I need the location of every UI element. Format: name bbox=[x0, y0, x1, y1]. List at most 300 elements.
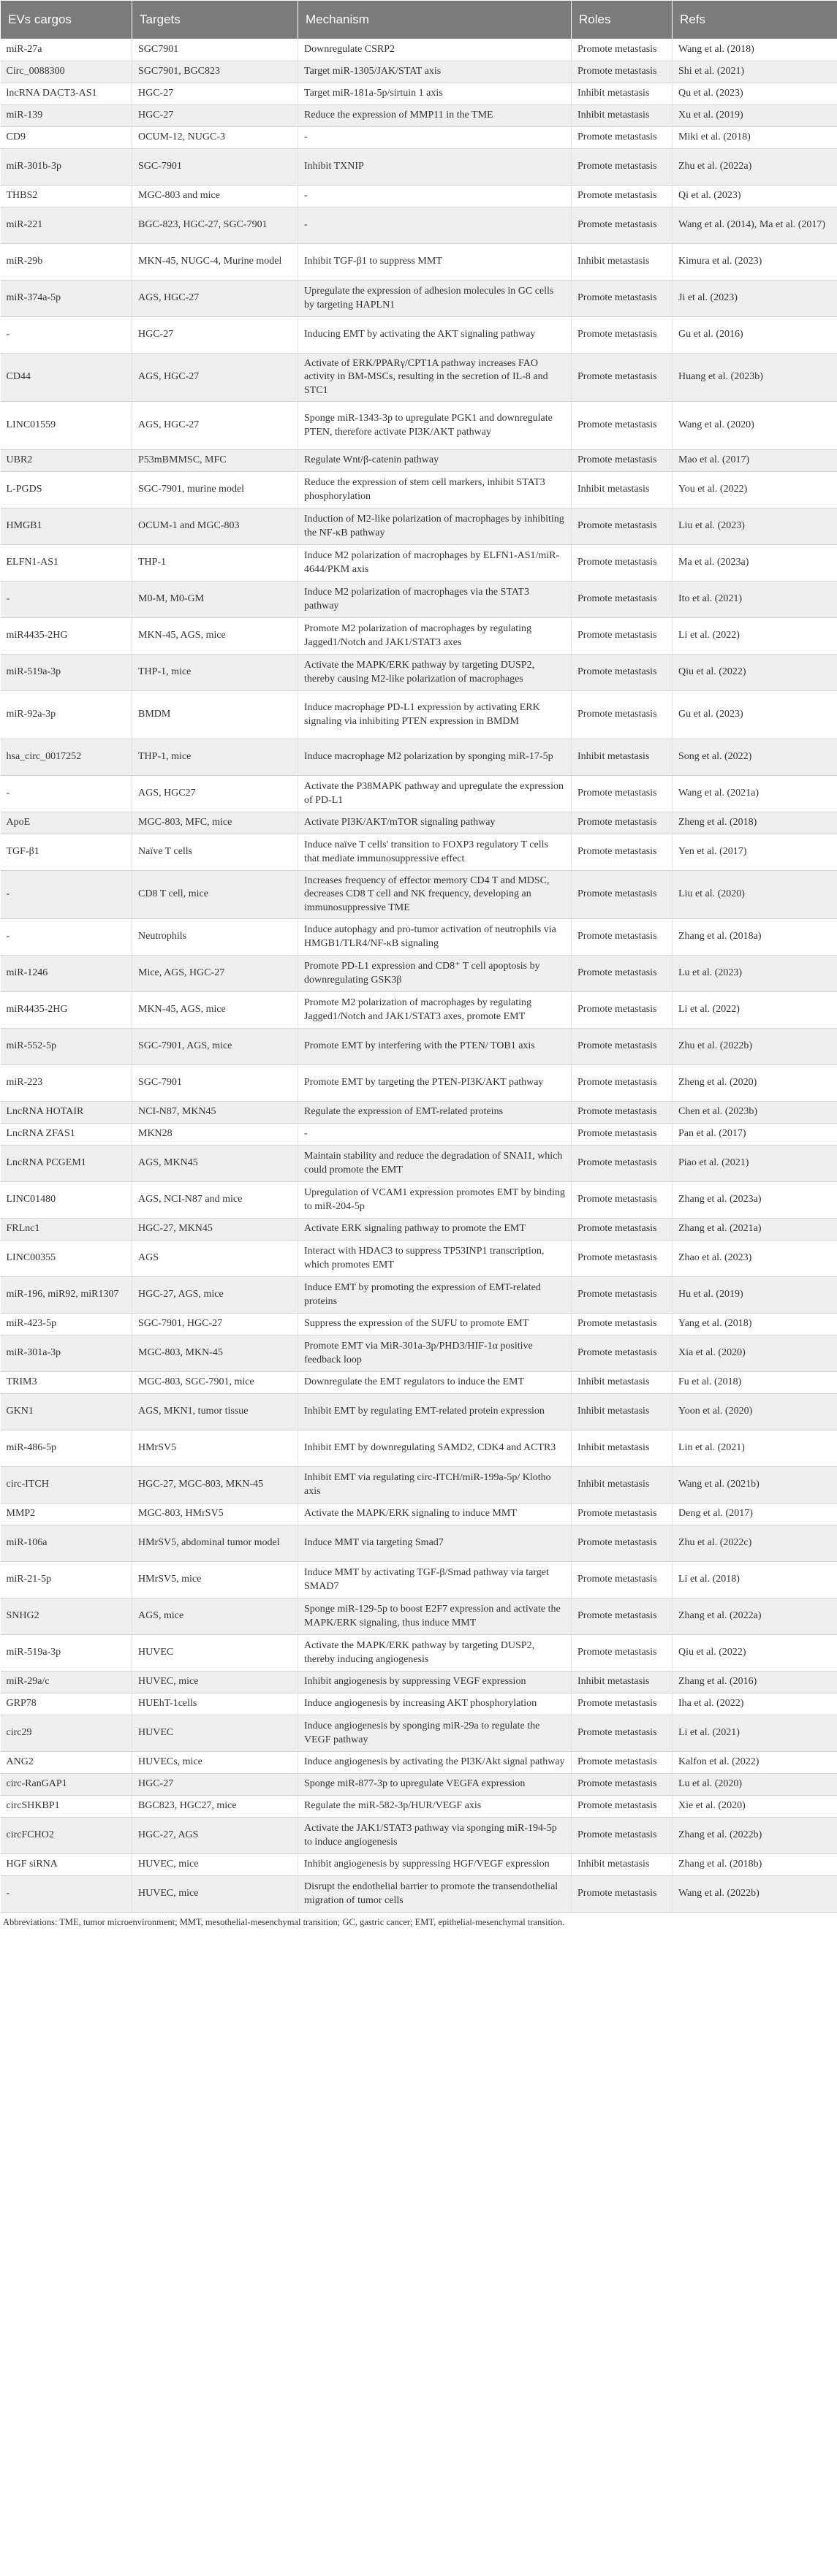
mechanism-cell: Inducing EMT by activating the AKT signaling pathway bbox=[298, 317, 572, 354]
cargo-cell: miR-29a/c bbox=[1, 1672, 132, 1693]
ref-cell: Li et al. (2018) bbox=[673, 1562, 837, 1598]
role-cell: Promote metastasis bbox=[572, 1693, 673, 1715]
targets-cell: HGC-27 bbox=[132, 83, 298, 105]
mechanism-cell: Activate PI3K/AKT/mTOR signaling pathway bbox=[298, 812, 572, 834]
targets-cell: OCUM-12, NUGC-3 bbox=[132, 127, 298, 149]
ref-cell: Lu et al. (2023) bbox=[673, 956, 837, 992]
table-row bbox=[1, 992, 837, 1029]
role-cell: Promote metastasis bbox=[572, 545, 673, 582]
targets-cell: HGC-27, MGC-803, MKN-45 bbox=[132, 1467, 298, 1504]
role-cell: Promote metastasis bbox=[572, 149, 673, 186]
role-cell: Inhibit metastasis bbox=[572, 472, 673, 508]
role-cell: Inhibit metastasis bbox=[572, 739, 673, 776]
header-roles: Roles bbox=[572, 1, 673, 39]
cargo-cell: miR-519a-3p bbox=[1, 1635, 132, 1672]
role-cell: Promote metastasis bbox=[572, 919, 673, 956]
table-row bbox=[1, 1818, 837, 1854]
cargo-cell: miR-223 bbox=[1, 1065, 132, 1102]
role-cell: Promote metastasis bbox=[572, 1277, 673, 1314]
cargo-cell: - bbox=[1, 317, 132, 354]
targets-cell: HGC-27 bbox=[132, 1774, 298, 1796]
role-cell: Inhibit metastasis bbox=[572, 105, 673, 127]
table-row bbox=[1, 739, 837, 776]
table-row bbox=[1, 1241, 837, 1277]
table-row bbox=[1, 1314, 837, 1335]
targets-cell: SGC-7901, HGC-27 bbox=[132, 1314, 298, 1335]
role-cell: Promote metastasis bbox=[572, 618, 673, 655]
ref-cell: Huang et al. (2023b) bbox=[673, 354, 837, 402]
mechanism-cell: Inhibit angiogenesis by suppressing VEGF expression bbox=[298, 1672, 572, 1693]
ref-cell: Zhang et al. (2022b) bbox=[673, 1818, 837, 1854]
targets-cell: SGC-7901, murine model bbox=[132, 472, 298, 508]
table-row bbox=[1, 691, 837, 739]
cargo-cell: miR-27a bbox=[1, 39, 132, 61]
ref-cell: Zhang et al. (2022a) bbox=[673, 1598, 837, 1635]
targets-cell: AGS, MKN45 bbox=[132, 1146, 298, 1182]
mechanism-cell: Suppress the expression of the SUFU to promote EMT bbox=[298, 1314, 572, 1335]
targets-cell: HUVECs, mice bbox=[132, 1752, 298, 1774]
mechanism-cell: Induce angiogenesis by increasing AKT phosphorylation bbox=[298, 1693, 572, 1715]
cargo-cell: - bbox=[1, 871, 132, 919]
targets-cell: THP-1, mice bbox=[132, 655, 298, 691]
cargo-cell: miR-1246 bbox=[1, 956, 132, 992]
table-row bbox=[1, 1854, 837, 1876]
mechanism-cell: - bbox=[298, 186, 572, 207]
role-cell: Promote metastasis bbox=[572, 992, 673, 1029]
cargo-cell: CD44 bbox=[1, 354, 132, 402]
cargo-cell: miR-552-5p bbox=[1, 1029, 132, 1065]
table-row bbox=[1, 1562, 837, 1598]
mechanism-cell: Induce macrophage PD-L1 expression by activating ERK signaling via inhibiting PTEN expression in BMDM bbox=[298, 691, 572, 739]
mechanism-cell: Induce angiogenesis by sponging miR-29a to regulate the VEGF pathway bbox=[298, 1715, 572, 1752]
cargo-cell: THBS2 bbox=[1, 186, 132, 207]
role-cell: Promote metastasis bbox=[572, 39, 673, 61]
ref-cell: Li et al. (2021) bbox=[673, 1715, 837, 1752]
ref-cell: Zhang et al. (2018b) bbox=[673, 1854, 837, 1876]
targets-cell: AGS bbox=[132, 1241, 298, 1277]
ref-cell: Wang et al. (2022b) bbox=[673, 1876, 837, 1913]
cargo-cell: miR-139 bbox=[1, 105, 132, 127]
ref-cell: Zhao et al. (2023) bbox=[673, 1241, 837, 1277]
cargo-cell: HMGB1 bbox=[1, 508, 132, 545]
cargo-cell: LINC00355 bbox=[1, 1241, 132, 1277]
mechanism-cell: Reduce the expression of stem cell markers, inhibit STAT3 phosphorylation bbox=[298, 472, 572, 508]
table-row bbox=[1, 1672, 837, 1693]
ref-cell: Li et al. (2022) bbox=[673, 992, 837, 1029]
cargo-cell: - bbox=[1, 1876, 132, 1913]
cargo-cell: miR-423-5p bbox=[1, 1314, 132, 1335]
table-row bbox=[1, 508, 837, 545]
cargo-cell: Circ_0088300 bbox=[1, 61, 132, 83]
ref-cell: Hu et al. (2019) bbox=[673, 1277, 837, 1314]
targets-cell: MKN-45, AGS, mice bbox=[132, 618, 298, 655]
targets-cell: P53mBMMSC, MFC bbox=[132, 450, 298, 472]
role-cell: Inhibit metastasis bbox=[572, 244, 673, 281]
mechanism-cell: Induce naïve T cells' transition to FOXP3 regulatory T cells that mediate immunosuppressive effect bbox=[298, 834, 572, 871]
cargo-cell: miR-29b bbox=[1, 244, 132, 281]
targets-cell: AGS, HGC-27 bbox=[132, 402, 298, 450]
ref-cell: Chen et al. (2023b) bbox=[673, 1102, 837, 1124]
ref-cell: Liu et al. (2023) bbox=[673, 508, 837, 545]
cargo-cell: GRP78 bbox=[1, 1693, 132, 1715]
ref-cell: Zhang et al. (2021a) bbox=[673, 1219, 837, 1241]
cargo-cell: LncRNA PCGEM1 bbox=[1, 1146, 132, 1182]
table-row bbox=[1, 1182, 837, 1219]
mechanism-cell: Activate the JAK1/STAT3 pathway via sponging miR-194-5p to induce angiogenesis bbox=[298, 1818, 572, 1854]
role-cell: Promote metastasis bbox=[572, 186, 673, 207]
ref-cell: Zhang et al. (2018a) bbox=[673, 919, 837, 956]
targets-cell: HGC-27, AGS, mice bbox=[132, 1277, 298, 1314]
table-row bbox=[1, 127, 837, 149]
targets-cell: HMrSV5 bbox=[132, 1430, 298, 1467]
table-row bbox=[1, 1372, 837, 1394]
table-row bbox=[1, 1146, 837, 1182]
table-row bbox=[1, 1752, 837, 1774]
targets-cell: AGS, mice bbox=[132, 1598, 298, 1635]
role-cell: Promote metastasis bbox=[572, 1335, 673, 1372]
role-cell: Promote metastasis bbox=[572, 812, 673, 834]
mechanism-cell: Upregulation of VCAM1 expression promotes EMT by binding to miR-204-5p bbox=[298, 1182, 572, 1219]
targets-cell: AGS, MKN1, tumor tissue bbox=[132, 1394, 298, 1430]
table-row bbox=[1, 1124, 837, 1146]
mechanism-cell: Disrupt the endothelial barrier to promote the transendothelial migration of tumor cells bbox=[298, 1876, 572, 1913]
table-row bbox=[1, 207, 837, 244]
table-row bbox=[1, 1219, 837, 1241]
role-cell: Inhibit metastasis bbox=[572, 1854, 673, 1876]
table-row bbox=[1, 1635, 837, 1672]
targets-cell: M0-M, M0-GM bbox=[132, 582, 298, 618]
role-cell: Promote metastasis bbox=[572, 956, 673, 992]
mechanism-cell: Sponge miR-877-3p to upregulate VEGFA expression bbox=[298, 1774, 572, 1796]
mechanism-cell: Downregulate the EMT regulators to induce the EMT bbox=[298, 1372, 572, 1394]
targets-cell: HUVEC bbox=[132, 1715, 298, 1752]
role-cell: Promote metastasis bbox=[572, 508, 673, 545]
ref-cell: Piao et al. (2021) bbox=[673, 1146, 837, 1182]
cargo-cell: ANG2 bbox=[1, 1752, 132, 1774]
mechanism-cell: Promote PD-L1 expression and CD8⁺ T cell apoptosis by downregulating GSK3β bbox=[298, 956, 572, 992]
cargo-cell: - bbox=[1, 582, 132, 618]
ref-cell: Zhu et al. (2022b) bbox=[673, 1029, 837, 1065]
table-row bbox=[1, 956, 837, 992]
table-row bbox=[1, 1335, 837, 1372]
cargo-cell: lncRNA DACT3-AS1 bbox=[1, 83, 132, 105]
targets-cell: CD8 T cell, mice bbox=[132, 871, 298, 919]
ref-cell: Wang et al. (2021a) bbox=[673, 776, 837, 812]
table-row bbox=[1, 1598, 837, 1635]
mechanism-cell: Promote M2 polarization of macrophages by regulating Jagged1/Notch and JAK1/STAT3 axes, promote EMT bbox=[298, 992, 572, 1029]
header-refs: Refs bbox=[673, 1, 837, 39]
targets-cell: BGC823, HGC27, mice bbox=[132, 1796, 298, 1818]
mechanism-cell: Target miR-1305/JAK/STAT axis bbox=[298, 61, 572, 83]
role-cell: Promote metastasis bbox=[572, 1124, 673, 1146]
mechanism-cell: Inhibit EMT via regulating circ-ITCH/miR-199a-5p/ Klotho axis bbox=[298, 1467, 572, 1504]
targets-cell: SGC-7901 bbox=[132, 149, 298, 186]
role-cell: Promote metastasis bbox=[572, 61, 673, 83]
ref-cell: Lin et al. (2021) bbox=[673, 1430, 837, 1467]
targets-cell: MGC-803, MKN-45 bbox=[132, 1335, 298, 1372]
role-cell: Inhibit metastasis bbox=[572, 1430, 673, 1467]
cargo-cell: miR-301b-3p bbox=[1, 149, 132, 186]
header-mechanism: Mechanism bbox=[298, 1, 572, 39]
table-row bbox=[1, 149, 837, 186]
mechanism-cell: Inhibit EMT by regulating EMT-related protein expression bbox=[298, 1394, 572, 1430]
mechanism-cell: Regulate Wnt/β-catenin pathway bbox=[298, 450, 572, 472]
targets-cell: HUVEC, mice bbox=[132, 1876, 298, 1913]
targets-cell: NCI-N87, MKN45 bbox=[132, 1102, 298, 1124]
table-row bbox=[1, 402, 837, 450]
ref-cell: Liu et al. (2020) bbox=[673, 871, 837, 919]
ref-cell: Yen et al. (2017) bbox=[673, 834, 837, 871]
targets-cell: MGC-803, MFC, mice bbox=[132, 812, 298, 834]
mechanism-cell: - bbox=[298, 127, 572, 149]
role-cell: Promote metastasis bbox=[572, 1525, 673, 1562]
cargo-cell: circSHKBP1 bbox=[1, 1796, 132, 1818]
table-row bbox=[1, 1102, 837, 1124]
table-row bbox=[1, 39, 837, 61]
mechanism-cell: Promote EMT by interfering with the PTEN/ TOB1 axis bbox=[298, 1029, 572, 1065]
mechanism-cell: Inhibit TGF-β1 to suppress MMT bbox=[298, 244, 572, 281]
targets-cell: AGS, HGC-27 bbox=[132, 281, 298, 317]
role-cell: Promote metastasis bbox=[572, 1876, 673, 1913]
targets-cell: SGC7901, BGC823 bbox=[132, 61, 298, 83]
role-cell: Promote metastasis bbox=[572, 1029, 673, 1065]
ref-cell: Qi et al. (2023) bbox=[673, 186, 837, 207]
ref-cell: Qu et al. (2023) bbox=[673, 83, 837, 105]
ref-cell: Li et al. (2022) bbox=[673, 618, 837, 655]
targets-cell: HMrSV5, abdominal tumor model bbox=[132, 1525, 298, 1562]
role-cell: Promote metastasis bbox=[572, 691, 673, 739]
targets-cell: THP-1, mice bbox=[132, 739, 298, 776]
table-row bbox=[1, 186, 837, 207]
ref-cell: Ito et al. (2021) bbox=[673, 582, 837, 618]
targets-cell: AGS, NCI-N87 and mice bbox=[132, 1182, 298, 1219]
targets-cell: MKN28 bbox=[132, 1124, 298, 1146]
mechanism-cell: Activate the P38MAPK pathway and upregulate the expression of PD-L1 bbox=[298, 776, 572, 812]
ref-cell: Ji et al. (2023) bbox=[673, 281, 837, 317]
cargo-cell: FRLnc1 bbox=[1, 1219, 132, 1241]
role-cell: Inhibit metastasis bbox=[572, 83, 673, 105]
role-cell: Promote metastasis bbox=[572, 1504, 673, 1525]
mechanism-cell: Activate the MAPK/ERK pathway by targeting DUSP2, thereby inducing angiogenesis bbox=[298, 1635, 572, 1672]
targets-cell: HUVEC, mice bbox=[132, 1672, 298, 1693]
table-row bbox=[1, 545, 837, 582]
cargo-cell: LINC01559 bbox=[1, 402, 132, 450]
ref-cell: Kimura et al. (2023) bbox=[673, 244, 837, 281]
targets-cell: MKN-45, AGS, mice bbox=[132, 992, 298, 1029]
cargo-cell: miR-21-5p bbox=[1, 1562, 132, 1598]
cargo-cell: miR4435-2HG bbox=[1, 618, 132, 655]
targets-cell: HGC-27, MKN45 bbox=[132, 1219, 298, 1241]
role-cell: Promote metastasis bbox=[572, 1715, 673, 1752]
ref-cell: Zhang et al. (2023a) bbox=[673, 1182, 837, 1219]
mechanism-cell: Inhibit EMT by downregulating SAMD2, CDK4 and ACTR3 bbox=[298, 1430, 572, 1467]
cargo-cell: circFCHO2 bbox=[1, 1818, 132, 1854]
mechanism-cell: Target miR-181a-5p/sirtuin 1 axis bbox=[298, 83, 572, 105]
cargo-cell: ApoE bbox=[1, 812, 132, 834]
ref-cell: Miki et al. (2018) bbox=[673, 127, 837, 149]
targets-cell: BGC-823, HGC-27, SGC-7901 bbox=[132, 207, 298, 244]
cargo-cell: - bbox=[1, 919, 132, 956]
targets-cell: SGC-7901, AGS, mice bbox=[132, 1029, 298, 1065]
table-row bbox=[1, 1430, 837, 1467]
role-cell: Promote metastasis bbox=[572, 776, 673, 812]
table-row bbox=[1, 871, 837, 919]
role-cell: Promote metastasis bbox=[572, 1635, 673, 1672]
role-cell: Promote metastasis bbox=[572, 1065, 673, 1102]
mechanism-cell: Induce M2 polarization of macrophages by ELFN1-AS1/miR-4644/PKM axis bbox=[298, 545, 572, 582]
header-row bbox=[1, 1, 837, 39]
ref-cell: Wang et al. (2018) bbox=[673, 39, 837, 61]
targets-cell: MGC-803, HMrSV5 bbox=[132, 1504, 298, 1525]
role-cell: Promote metastasis bbox=[572, 317, 673, 354]
targets-cell: HUEhT-1cells bbox=[132, 1693, 298, 1715]
cargo-cell: miR4435-2HG bbox=[1, 992, 132, 1029]
targets-cell: Neutrophils bbox=[132, 919, 298, 956]
mechanism-cell: - bbox=[298, 207, 572, 244]
cargo-cell: ELFN1-AS1 bbox=[1, 545, 132, 582]
mechanism-cell: Increases frequency of effector memory CD4 T and MDSC, decreases CD8 T cell and NK frequency, developing an immunosuppressive TME bbox=[298, 871, 572, 919]
table-row bbox=[1, 1876, 837, 1913]
cargo-cell: L-PGDS bbox=[1, 472, 132, 508]
cargo-cell: circ29 bbox=[1, 1715, 132, 1752]
mechanism-cell: Downregulate CSRP2 bbox=[298, 39, 572, 61]
role-cell: Promote metastasis bbox=[572, 1796, 673, 1818]
role-cell: Promote metastasis bbox=[572, 1102, 673, 1124]
mechanism-cell: Induce macrophage M2 polarization by sponging miR-17-5p bbox=[298, 739, 572, 776]
role-cell: Inhibit metastasis bbox=[572, 1672, 673, 1693]
cargo-cell: hsa_circ_0017252 bbox=[1, 739, 132, 776]
ref-cell: Xia et al. (2020) bbox=[673, 1335, 837, 1372]
targets-cell: OCUM-1 and MGC-803 bbox=[132, 508, 298, 545]
ref-cell: Xu et al. (2019) bbox=[673, 105, 837, 127]
ref-cell: Ma et al. (2023a) bbox=[673, 545, 837, 582]
mechanism-cell: Promote M2 polarization of macrophages by regulating Jagged1/Notch and JAK1/STAT3 axes bbox=[298, 618, 572, 655]
cargo-cell: MMP2 bbox=[1, 1504, 132, 1525]
table-row bbox=[1, 1774, 837, 1796]
role-cell: Promote metastasis bbox=[572, 1774, 673, 1796]
cargo-cell: LncRNA HOTAIR bbox=[1, 1102, 132, 1124]
mechanism-cell: Sponge miR-129-5p to boost E2F7 expression and activate the MAPK/ERK signaling, thus induce MMT bbox=[298, 1598, 572, 1635]
ref-cell: Deng et al. (2017) bbox=[673, 1504, 837, 1525]
targets-cell: HUVEC, mice bbox=[132, 1854, 298, 1876]
role-cell: Promote metastasis bbox=[572, 1146, 673, 1182]
role-cell: Promote metastasis bbox=[572, 1818, 673, 1854]
table-row bbox=[1, 1504, 837, 1525]
targets-cell: THP-1 bbox=[132, 545, 298, 582]
ref-cell: Zhang et al. (2016) bbox=[673, 1672, 837, 1693]
cargo-cell: - bbox=[1, 776, 132, 812]
role-cell: Inhibit metastasis bbox=[572, 1372, 673, 1394]
table-row bbox=[1, 281, 837, 317]
cargo-cell: miR-92a-3p bbox=[1, 691, 132, 739]
cargo-cell: UBR2 bbox=[1, 450, 132, 472]
ref-cell: You et al. (2022) bbox=[673, 472, 837, 508]
role-cell: Promote metastasis bbox=[572, 127, 673, 149]
table-row bbox=[1, 618, 837, 655]
table-row bbox=[1, 919, 837, 956]
table-row bbox=[1, 1796, 837, 1818]
table-body bbox=[1, 39, 837, 1913]
cargo-cell: circ-RanGAP1 bbox=[1, 1774, 132, 1796]
mechanism-cell: Inhibit TXNIP bbox=[298, 149, 572, 186]
cargo-cell: miR-301a-3p bbox=[1, 1335, 132, 1372]
cargo-cell: SNHG2 bbox=[1, 1598, 132, 1635]
ref-cell: Qiu et al. (2022) bbox=[673, 1635, 837, 1672]
table-row bbox=[1, 354, 837, 402]
table-row bbox=[1, 1715, 837, 1752]
mechanism-cell: Interact with HDAC3 to suppress TP53INP1 transcription, which promotes EMT bbox=[298, 1241, 572, 1277]
ref-cell: Wang et al. (2014), Ma et al. (2017) bbox=[673, 207, 837, 244]
cargo-cell: TGF-β1 bbox=[1, 834, 132, 871]
mechanism-cell: Regulate the miR-582-3p/HUR/VEGF axis bbox=[298, 1796, 572, 1818]
role-cell: Promote metastasis bbox=[572, 1314, 673, 1335]
mechanism-cell: Activate of ERK/PPARγ/CPT1A pathway increases FAO activity in BM-MSCs, resulting in the secretion of IL-8 and STC1 bbox=[298, 354, 572, 402]
role-cell: Promote metastasis bbox=[572, 1182, 673, 1219]
table-row bbox=[1, 1065, 837, 1102]
cargo-cell: miR-221 bbox=[1, 207, 132, 244]
targets-cell: BMDM bbox=[132, 691, 298, 739]
role-cell: Promote metastasis bbox=[572, 1241, 673, 1277]
cargo-cell: miR-374a-5p bbox=[1, 281, 132, 317]
ref-cell: Gu et al. (2023) bbox=[673, 691, 837, 739]
header-targets: Targets bbox=[132, 1, 298, 39]
mechanism-cell: Induce MMT by activating TGF-β/Smad pathway via target SMAD7 bbox=[298, 1562, 572, 1598]
table-row bbox=[1, 582, 837, 618]
role-cell: Promote metastasis bbox=[572, 281, 673, 317]
cargo-cell: miR-519a-3p bbox=[1, 655, 132, 691]
mechanism-cell: Promote EMT via MiR-301a-3p/PHD3/HIF-1α positive feedback loop bbox=[298, 1335, 572, 1372]
mechanism-cell: Induce angiogenesis by activating the PI3K/Akt signal pathway bbox=[298, 1752, 572, 1774]
ref-cell: Gu et al. (2016) bbox=[673, 317, 837, 354]
mechanism-cell: Regulate the expression of EMT-related proteins bbox=[298, 1102, 572, 1124]
table-row bbox=[1, 472, 837, 508]
targets-cell: HMrSV5, mice bbox=[132, 1562, 298, 1598]
ref-cell: Fu et al. (2018) bbox=[673, 1372, 837, 1394]
ref-cell: Shi et al. (2021) bbox=[673, 61, 837, 83]
targets-cell: Mice, AGS, HGC-27 bbox=[132, 956, 298, 992]
table-row bbox=[1, 61, 837, 83]
ref-cell: Pan et al. (2017) bbox=[673, 1124, 837, 1146]
table-row bbox=[1, 105, 837, 127]
table-row bbox=[1, 834, 837, 871]
ref-cell: Yoon et al. (2020) bbox=[673, 1394, 837, 1430]
ref-cell: Lu et al. (2020) bbox=[673, 1774, 837, 1796]
cargo-cell: TRIM3 bbox=[1, 1372, 132, 1394]
table-row bbox=[1, 812, 837, 834]
targets-cell: SGC7901 bbox=[132, 39, 298, 61]
ref-cell: Iha et al. (2022) bbox=[673, 1693, 837, 1715]
ref-cell: Zhu et al. (2022c) bbox=[673, 1525, 837, 1562]
ref-cell: Wang et al. (2021b) bbox=[673, 1467, 837, 1504]
cargo-cell: miR-486-5p bbox=[1, 1430, 132, 1467]
table-row bbox=[1, 1467, 837, 1504]
ref-cell: Yang et al. (2018) bbox=[673, 1314, 837, 1335]
role-cell: Promote metastasis bbox=[572, 1219, 673, 1241]
cargo-cell: miR-106a bbox=[1, 1525, 132, 1562]
role-cell: Promote metastasis bbox=[572, 402, 673, 450]
role-cell: Promote metastasis bbox=[572, 354, 673, 402]
mechanism-cell: Induce MMT via targeting Smad7 bbox=[298, 1525, 572, 1562]
ref-cell: Qiu et al. (2022) bbox=[673, 655, 837, 691]
targets-cell: HGC-27, AGS bbox=[132, 1818, 298, 1854]
role-cell: Promote metastasis bbox=[572, 1752, 673, 1774]
ref-cell: Zheng et al. (2020) bbox=[673, 1065, 837, 1102]
ref-cell: Mao et al. (2017) bbox=[673, 450, 837, 472]
cargo-cell: miR-196, miR92, miR1307 bbox=[1, 1277, 132, 1314]
mechanism-cell: Induce M2 polarization of macrophages via the STAT3 pathway bbox=[298, 582, 572, 618]
table-row bbox=[1, 1693, 837, 1715]
mechanism-cell: Activate ERK signaling pathway to promote the EMT bbox=[298, 1219, 572, 1241]
